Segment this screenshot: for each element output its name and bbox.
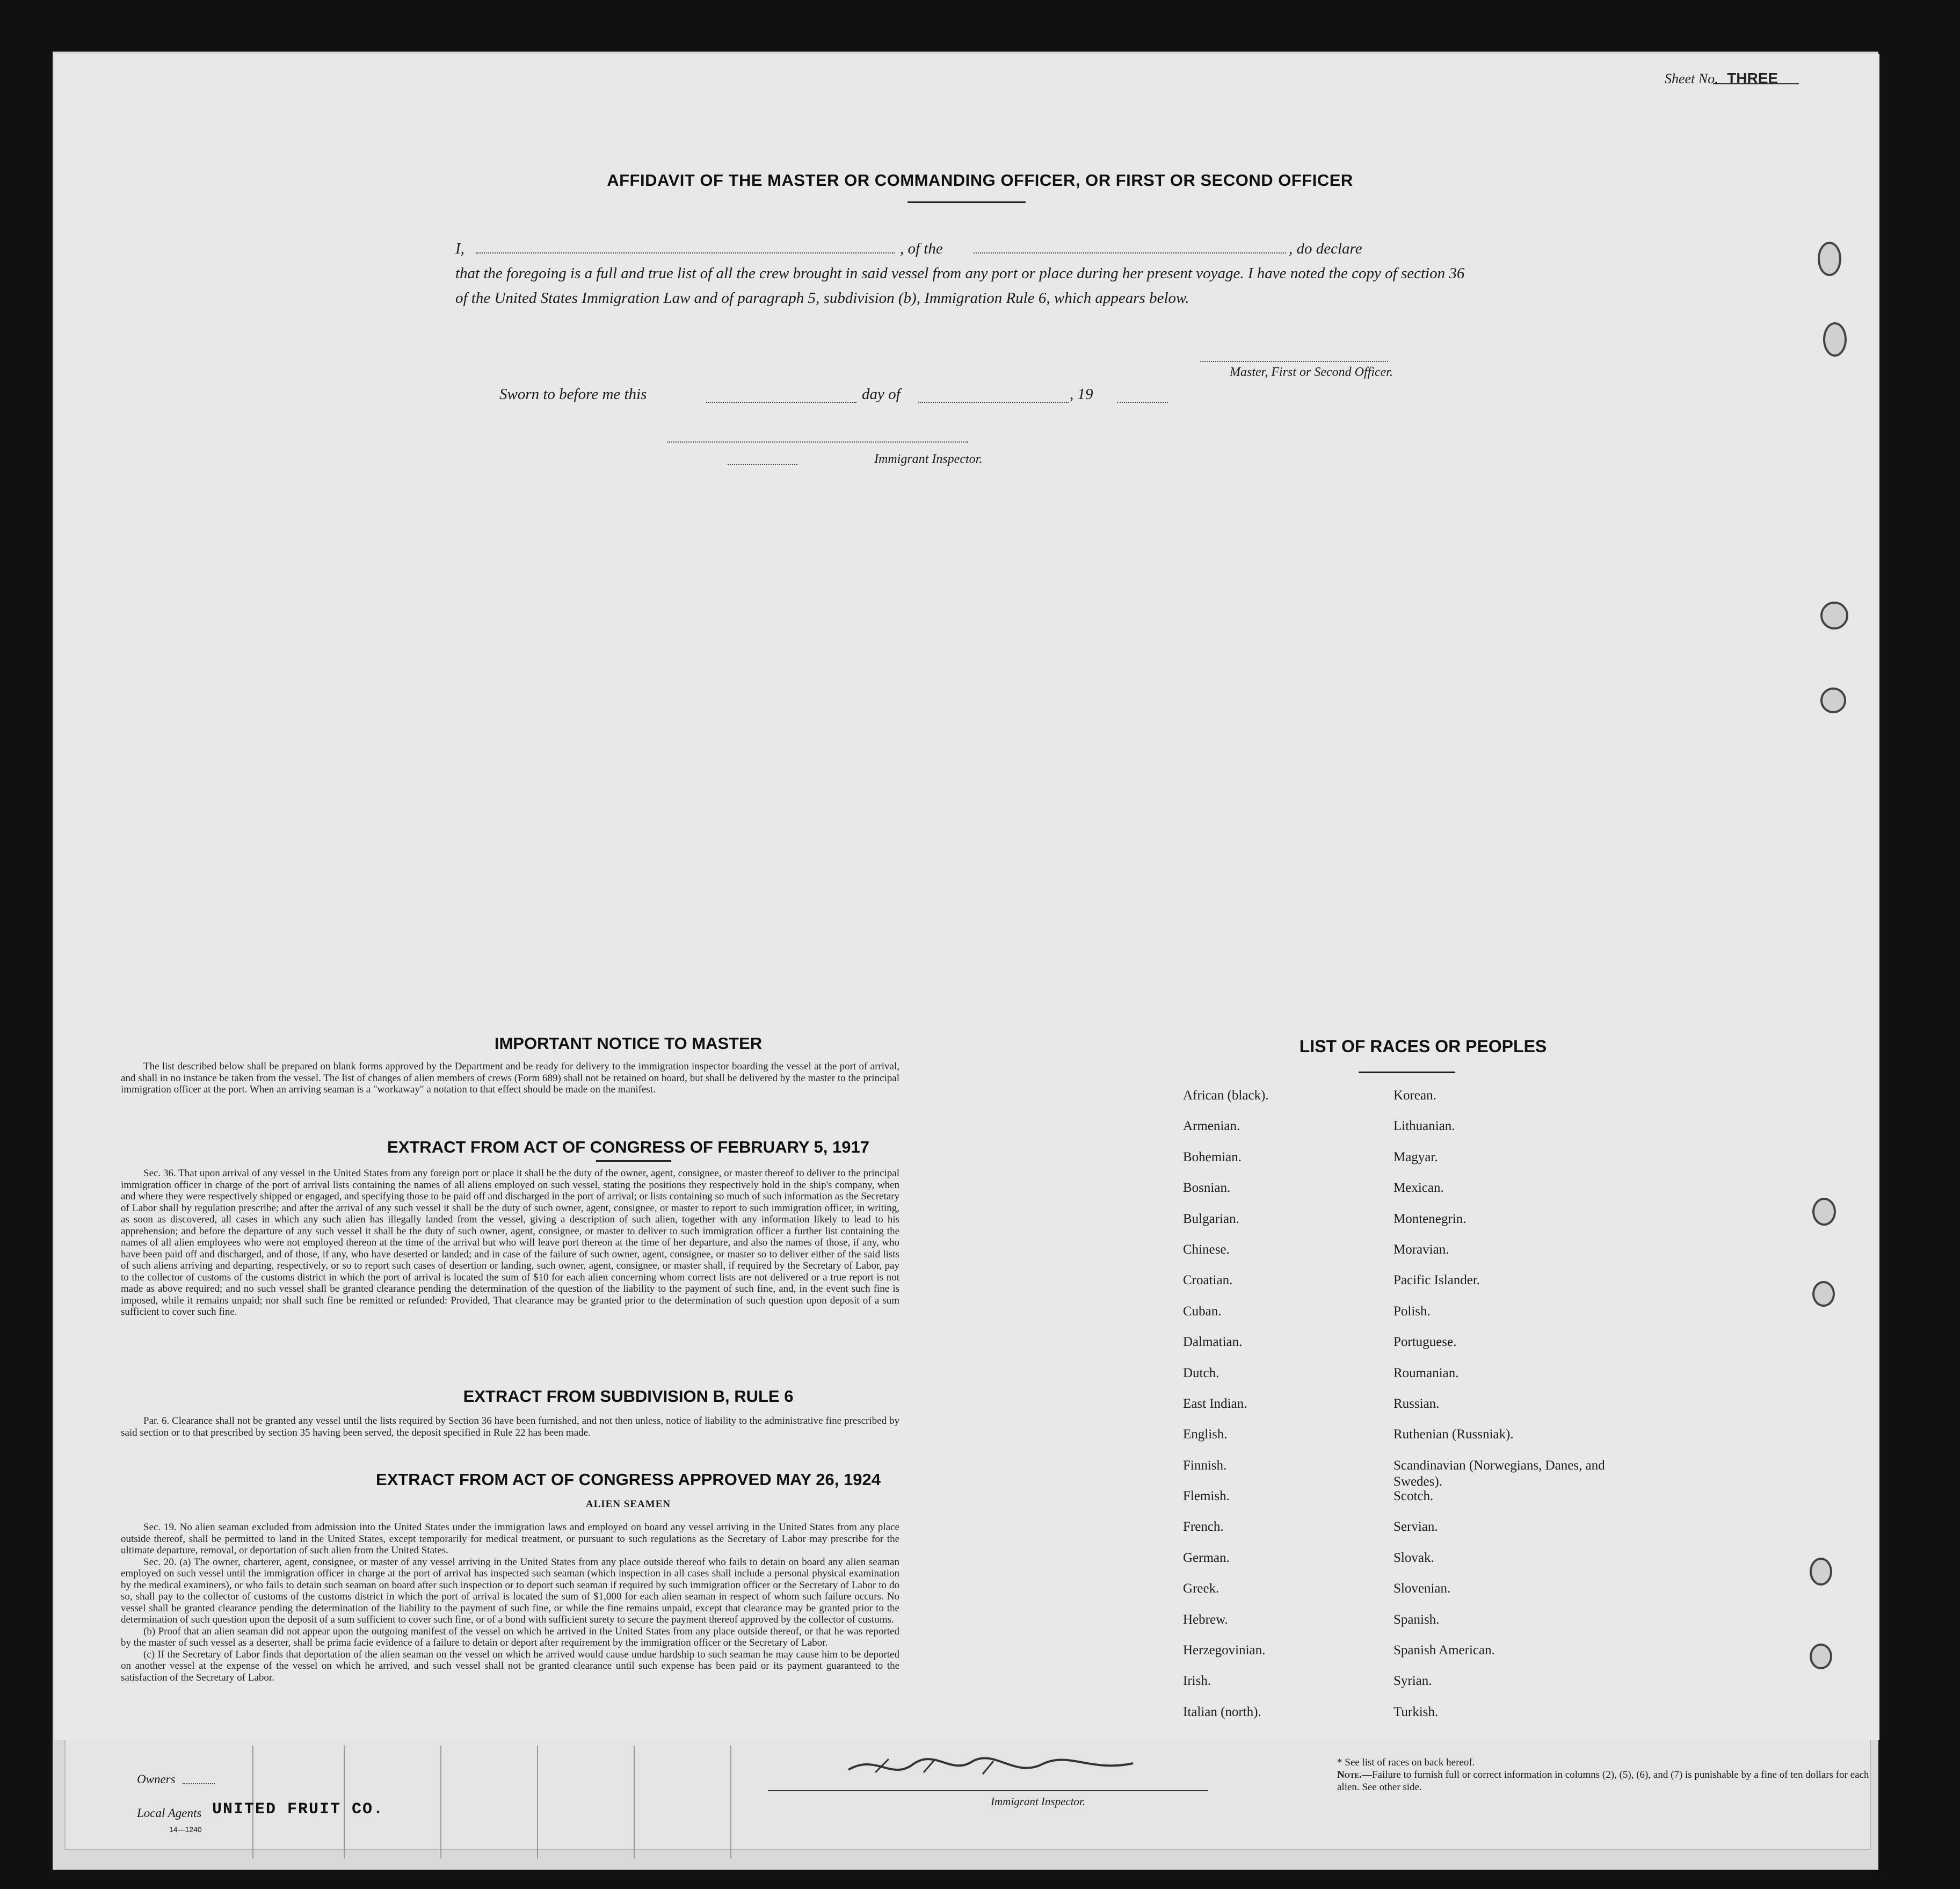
extract-1924-title: EXTRACT FROM ACT OF CONGRESS APPROVED MAY 26, 1924: [376, 1470, 881, 1489]
race-item: Chinese.: [1183, 1242, 1230, 1257]
inspector-signature-line: [667, 442, 968, 443]
sec-20c-paragraph: (c) If the Secretary of Labor finds that deportation of the alien seaman on the vessel on which he arrived would cause undue hardship to such seaman he may cause him to be deported on another vessel at the expense of the vessel on which he arrived, and such vessel shall not be granted clearance until such expense has been paid or its payment guaranteed to the satisfaction of the Secretary of Labor.: [121, 1648, 899, 1683]
race-item: Herzegovinian.: [1183, 1643, 1266, 1658]
section-36-paragraph: Sec. 36. That upon arrival of any vessel in the United States from any foreign port or place it shall be the duty of the owner, agent, consignee, or master thereof to deliver to the principal immigration officer in charge of the port of arrival lists containing the names of all aliens employed on such vessel, stating the positions they respectively hold in the ship's company, when and where they were respectively shipped or engaged, and specifying those to be paid off and discharged in the port of arrival; or lists containing so much of such information as the Secretary of Labor shall by regulation prescribe; and after the arrival of any such vessel it shall be the duty of such owner, agent, consignee, or master to report to such immigration officer, in writing, as soon as discovered, all cases in which any such alien has illegally landed from the vessel, giving a description of such alien, together with any information likely to lead to his apprehension; and before the departure of any such vessel it shall be the duty of such owner, agent, consignee, or master to deliver to such immigration officer a further list containing the names of all alien employees who were not employed thereon at the time of the arrival but who will leave port thereon at the time of her departure, and also the names of those, if any, who have been paid off and discharged, and of those, if any, who have deserted or landed; and in case of the failure of such owner, agent, consignee, or master so to deliver either of the said lists of such aliens arriving and departing, respectively, or so to report such cases of desertion or landing, such owner, agent, consignee, or master shall, if required by the Secretary of Labor, pay to the collector of customs of the customs district in which the port of arrival is located the sum of $10 for each alien concerning whom correct lists are not delivered or a true report is not made as above required; and no such vessel shall be granted clearance pending the determination of the question of the liability to the payment of such fine, and, in the event such fine is imposed, while it remains unpaid; nor shall such fine be remitted or refunded: Provided, That clearance may be granted prior to the determination of such question upon deposit of a sum sufficient to cover such fine.: [121, 1168, 899, 1318]
inspector-dots: [728, 464, 797, 465]
fine-note: [1337, 1769, 1874, 1793]
race-item: Ruthenian (Russniak).: [1393, 1427, 1514, 1442]
grid-line: [440, 1746, 441, 1858]
footnote-block: [1337, 1756, 1874, 1793]
extract-rule6-title: EXTRACT FROM SUBDIVISION B, RULE 6: [463, 1387, 794, 1406]
grid-line: [634, 1746, 635, 1858]
form-number: 14—1240: [169, 1825, 202, 1834]
alien-seamen-subtitle: ALIEN SEAMEN: [585, 1499, 671, 1510]
inspector-label: Immigrant Inspector.: [874, 452, 983, 466]
notice-text: [121, 1061, 899, 1096]
extract-1917-text: [121, 1168, 899, 1318]
declaration-text: that the foregoing is a full and true list of all the crew brought in said vessel from any port or place during her present voyage. I have noted the copy of section 36 of the United States Immigration Law and of paragraph 5, subdivision (b), Immigration Rule 6, which appears below.: [455, 265, 1465, 307]
race-item: Irish.: [1183, 1674, 1211, 1689]
local-agents-label: Local Agents: [137, 1806, 202, 1820]
extract-1917-rule: [596, 1160, 671, 1162]
inspector-signature-scribble: [843, 1748, 1144, 1786]
race-item: Dalmatian.: [1183, 1335, 1243, 1350]
race-item: African (black).: [1183, 1088, 1269, 1103]
punch-hole: [1818, 242, 1841, 276]
sec-20a-paragraph: Sec. 20. (a) The owner, charterer, agent, consignee, or master of any vessel arriving in the United States from any place outside thereof who fails to detain on board any alien seaman employed on such vessel until the immigration officer in charge at the port of arrival has inspected such seaman (which inspection in all cases shall include a personal physical examination by the medical examiners), or who fails to detain such seaman on board after such inspection or to deport such seaman if required by such immigration officer or the Secretary of Labor to do so, shall pay to the collector of customs of the customs district in which the port of arrival is located the sum of $1,000 for each alien seaman in respect of whom such failure occurs. No vessel shall be granted clearance pending the determination of the liability to the payment of such fine, or while the fine remains unpaid, except that clearance may be granted prior to the determination of such question upon the deposit of a sum sufficient to cover such fine, or of a bond with sufficient surety to secure the payment thereof approved by the collector of customs.: [121, 1556, 899, 1625]
race-item: Servian.: [1393, 1519, 1438, 1535]
name-blank: [476, 252, 895, 254]
owners-label: Owners: [137, 1772, 176, 1786]
affidavit-rule: [908, 201, 1026, 203]
extract-1924-text: [121, 1522, 899, 1683]
extract-1917-title: EXTRACT FROM ACT OF CONGRESS OF FEBRUARY 5, 1917: [387, 1138, 869, 1156]
race-item: Roumanian.: [1393, 1365, 1459, 1380]
race-item: Portuguese.: [1393, 1335, 1457, 1350]
race-item: Finnish.: [1183, 1458, 1227, 1473]
race-item: Moravian.: [1393, 1242, 1449, 1257]
punch-hole: [1810, 1558, 1832, 1586]
race-item: Dutch.: [1183, 1365, 1219, 1380]
declare-i: I,: [455, 240, 464, 257]
race-item: Scotch.: [1393, 1489, 1434, 1504]
sec-20b-paragraph: (b) Proof that an alien seaman did not appear upon the outgoing manifest of the vessel on which he arrived in the United States from any place outside thereof, or that he was reported by the master of such vessel as a deserter, shall be prima facie evidence of a failure to detain or deport after requirement by the immigration officer or the Secretary of Labor.: [121, 1625, 899, 1648]
race-item: German.: [1183, 1550, 1230, 1565]
race-item: English.: [1183, 1427, 1228, 1442]
sworn-day-label: day of: [862, 386, 901, 403]
notice-title: IMPORTANT NOTICE TO MASTER: [494, 1034, 763, 1053]
race-item: Scandinavian (Norwegians, Danes, and Swedes).: [1393, 1458, 1605, 1489]
master-signature-line: [1200, 361, 1388, 362]
vessel-blank: [974, 252, 1286, 254]
grid-line: [537, 1746, 538, 1858]
race-item: Croatian.: [1183, 1273, 1233, 1288]
sworn-day-blank: [706, 402, 856, 403]
races-footnote: * See list of races on back hereof.: [1337, 1757, 1475, 1768]
race-item: Turkish.: [1393, 1704, 1439, 1719]
race-item: Italian (north).: [1183, 1704, 1261, 1719]
sheet-number-label: Sheet No.: [1665, 71, 1718, 86]
race-item: Russian.: [1393, 1396, 1440, 1411]
punch-hole: [1823, 322, 1847, 357]
races-rule: [1359, 1072, 1455, 1073]
races-column-1: [1183, 1088, 1269, 1735]
race-item: French.: [1183, 1519, 1224, 1535]
race-item: Greek.: [1183, 1581, 1219, 1596]
race-item: Polish.: [1393, 1304, 1431, 1319]
race-item: Syrian.: [1393, 1674, 1432, 1689]
sheet-number-value: THREE: [1727, 70, 1778, 86]
races-title: LIST OF RACES OR PEOPLES: [1299, 1037, 1547, 1056]
race-item: Korean.: [1393, 1088, 1436, 1103]
race-item: East Indian.: [1183, 1396, 1247, 1411]
race-item: Flemish.: [1183, 1489, 1230, 1504]
race-item: Bulgarian.: [1183, 1211, 1239, 1226]
race-item: Spanish.: [1393, 1612, 1440, 1627]
sworn-line: [499, 386, 1197, 409]
race-item: Bohemian.: [1183, 1149, 1242, 1164]
race-item: Slovenian.: [1393, 1581, 1451, 1596]
punch-hole: [1812, 1281, 1835, 1307]
notice-paragraph: The list described below shall be prepared on blank forms approved by the Department and be ready for delivery to the immigration inspector boarding the vessel at the port of arrival, and shall in no instance be taken from the vessel. The list of changes of alien members of crews (Form 689) shall not be retained on board, but shall be delivered by the master to the principal immigration officer at the port. When an arriving seaman is a "workaway" a notation to that effect should be made on the manifest.: [121, 1061, 899, 1095]
master-signature-label: Master, First or Second Officer.: [1230, 365, 1393, 379]
owners-blank: [183, 1783, 215, 1784]
par-6-paragraph: Par. 6. Clearance shall not be granted any vessel until the lists required by Section 36 have been furnished, and not then unless, notice of liability to the administrative fine prescribed by said section or to that prescribed by section 35 having been served, the deposit specified in Rule 22 has been made.: [121, 1415, 899, 1438]
sworn-prefix: Sworn to before me this: [499, 386, 647, 403]
bottom-inspector-label: Immigrant Inspector.: [991, 1795, 1086, 1808]
sworn-month-blank: [918, 402, 1069, 403]
note-label: Note.: [1337, 1769, 1362, 1781]
race-item: Montenegrin.: [1393, 1211, 1467, 1226]
declaration: [455, 236, 1465, 310]
sworn-year-label: , 19: [1070, 386, 1093, 403]
races-column-2: [1393, 1088, 1619, 1735]
race-item: Mexican.: [1393, 1181, 1444, 1196]
punch-hole: [1812, 1198, 1836, 1226]
declare-tail: , do declare: [1289, 240, 1362, 257]
sworn-year-blank: [1117, 402, 1168, 403]
sec-19-paragraph: Sec. 19. No alien seaman excluded from admission into the United States under the immigration laws and employed on board any vessel arriving in the United States from any place outside thereof, shall be permitted to land in the United States, except temporarily for medical treatment, or pursuant to such regulations as the Secretary of Labor may prescribe for the ultimate departure, removal, or deportation of such alien from the United States.: [121, 1522, 899, 1556]
declare-of-the: , of the: [900, 240, 943, 257]
local-agents-stamp: UNITED FRUIT CO.: [212, 1800, 384, 1819]
affidavit-title: AFFIDAVIT OF THE MASTER OR COMMANDING OFFICER, OR FIRST OR SECOND OFFICER: [607, 171, 1353, 190]
punch-hole: [1810, 1644, 1832, 1669]
punch-hole: [1820, 687, 1846, 713]
bottom-inspector-line: [768, 1790, 1208, 1791]
race-item: Hebrew.: [1183, 1612, 1228, 1627]
race-item: Lithuanian.: [1393, 1119, 1455, 1134]
race-item: Pacific Islander.: [1393, 1273, 1480, 1288]
race-item: Bosnian.: [1183, 1181, 1231, 1196]
sheet-number-rule: [1713, 83, 1799, 103]
grid-line: [730, 1746, 731, 1858]
declaration-line-1: [455, 236, 1465, 261]
race-item: Magyar.: [1393, 1149, 1438, 1164]
race-item: Armenian.: [1183, 1119, 1240, 1134]
race-item: Slovak.: [1393, 1550, 1434, 1565]
race-item: Spanish American.: [1393, 1643, 1495, 1658]
race-item: Cuban.: [1183, 1304, 1222, 1319]
punch-hole: [1820, 602, 1848, 629]
note-text: —Failure to furnish full or correct information in columns (2), (5), (6), and (7) is punishable by a fine of ten dollars for each alien. See other side.: [1337, 1769, 1869, 1793]
extract-rule6-text: [121, 1415, 899, 1438]
